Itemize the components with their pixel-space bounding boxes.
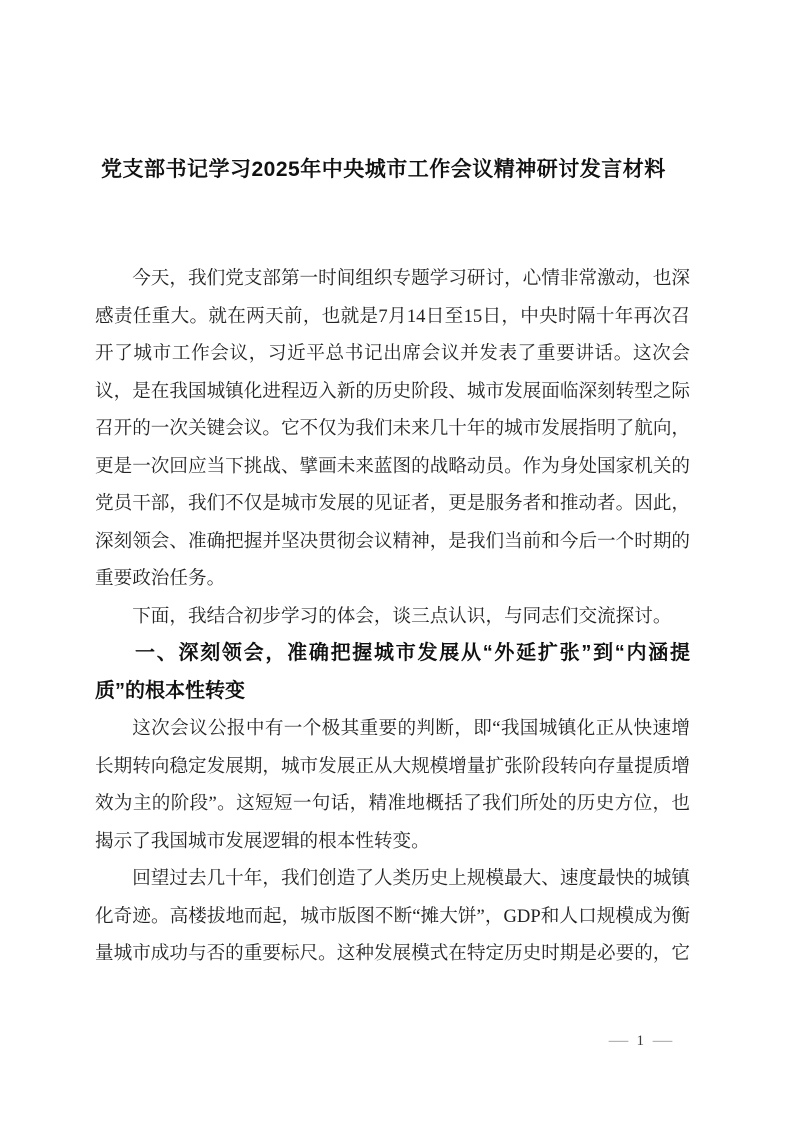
paragraph-transition: 下面，我结合初步学习的体会，谈三点认识，与同志们交流探讨。 [132, 605, 672, 627]
paragraph-intro: 今天，我们党支部第一时间组织专题学习研讨，心情非常激动，也深感责任重大。就在两天前，也就是7月14日至15日，中央时隔十年再次召开了城市工作会议，习近平总书记出席会议并发表了重要讲话。这次会议，是在我国城镇化进程迈入新的历史阶段、城市发展面临深刻转型之际召开的一次关键会议。它不仅为我们未来几十年的城市发展指明了航向，更是一次回应当下挑战、擘画未来蓝图的战略动员。作为身处国家机关的党员干部，我们不仅是城市发展的见证者，更是服务者和推动者。因此，深刻领会、准确把握并坚决贯彻会议精神，是我们当前和今后一个时期的重要政治任务。 [95, 268, 691, 589]
document-title: 党支部书记学习2025年中央城市工作会议精神研讨发言材料 [101, 158, 666, 181]
page-footer [608, 1030, 673, 1052]
page-number: 1 [636, 1033, 644, 1049]
paragraph-retrospect: 回望过去几十年，我们创造了人类历史上规模最大、速度最快的城镇化奇迹。高楼拔地而起，城市版图不断“摊大饼”，GDP和人口规模成为衡量城市成功与否的重要标尺。这种发展模式在特定历史时期是必要的，它 [95, 868, 691, 964]
footer-dash-right: — [652, 1033, 673, 1049]
paragraph-judgment: 这次会议公报中有一个极其重要的判断，即“我国城镇化正从快速增长期转向稳定发展期，城市发展正从大规模增量扩张阶段转向存量提质增效为主的阶段”。这短短一句话，精准地概括了我们所处的历史方位，也揭示了我国城市发展逻辑的根本性转变。 [95, 718, 691, 852]
footer-dash-left: — [608, 1033, 628, 1049]
section-heading-1: 一、深刻领会，准确把握城市发展从“外延扩张”到“内涵提质”的根本性转变 [95, 642, 690, 702]
